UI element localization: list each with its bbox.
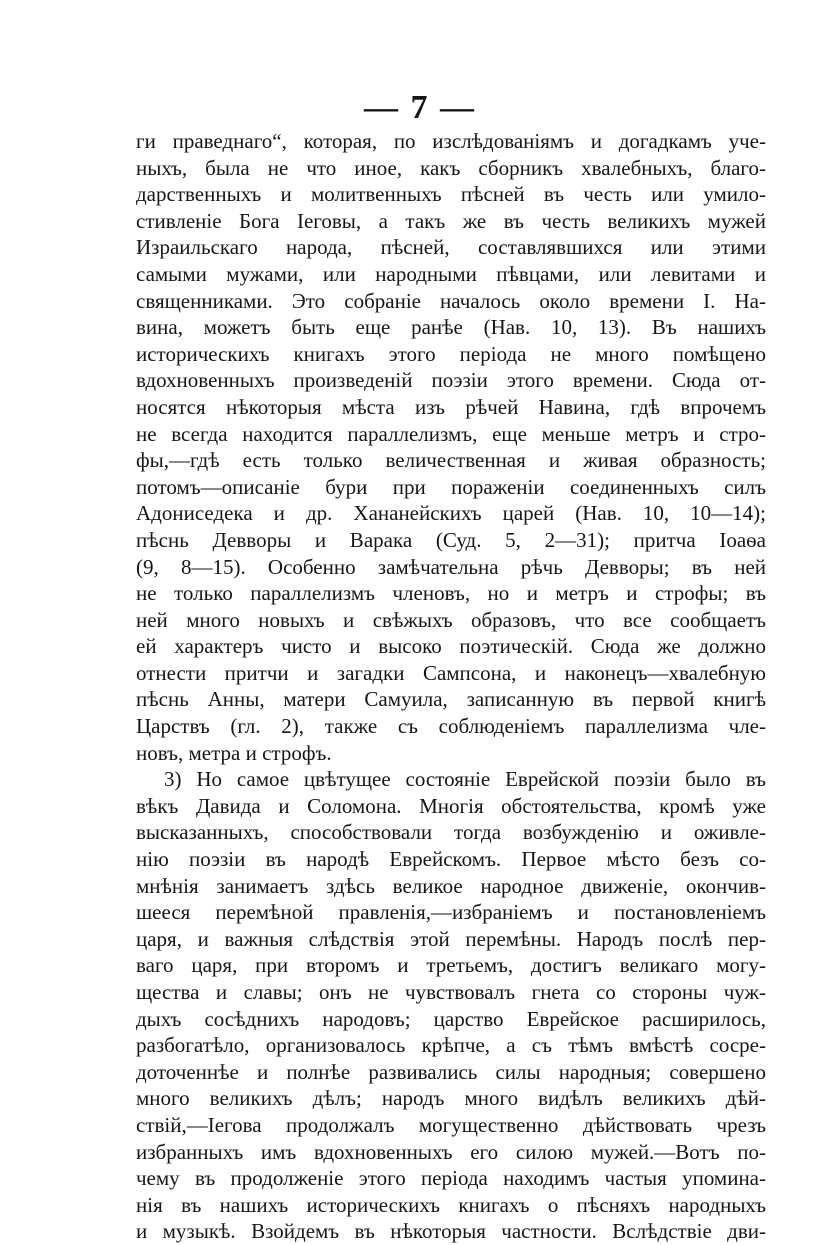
text-line: ей характеръ чисто и высоко поэтическій. Сюда же должно	[136, 634, 766, 659]
paragraph	[136, 766, 766, 1245]
text-line: доточеннѣе и полнѣе развивались силы народныя; совершено	[136, 1059, 766, 1084]
text-line: (9, 8—15). Особенно замѣчательна рѣчь Девворы; въ ней	[136, 554, 766, 579]
text-line: разбогатѣло, организовалось крѣпче, а съ тѣмъ вмѣстѣ сосре-	[136, 1033, 766, 1058]
text-line: чему въ продолженіе этого періода находимъ частыя упомина-	[136, 1166, 766, 1191]
paragraph	[136, 128, 766, 766]
text-line: вдохновенныхъ произведеній поэзіи этого времени. Сюда от-	[136, 368, 766, 393]
text-line: высказанныхъ, способствовали тогда возбужденію и оживле-	[136, 820, 766, 845]
text-line: нія въ нашихъ историческихъ книгахъ о пѣсняхъ народныхъ	[136, 1192, 766, 1217]
text-line: щества и славы; онъ не чувствовалъ гнета со стороны чуж-	[136, 980, 766, 1004]
text-line: новъ, метра и строфъ.	[136, 740, 332, 765]
text-line: ствій,—Іегова продолжалъ могущественно дѣйствовать чрезъ	[136, 1112, 766, 1137]
text-line: самыми мужами, или народными пѣвцами, или левитами и	[136, 261, 766, 286]
text-line: дарственныхъ и молитвенныхъ пѣсней въ честь или умило-	[136, 182, 766, 207]
text-line: Адониседека и др. Хананейскихъ царей (Нав. 10, 10—14);	[136, 501, 766, 526]
body-text	[136, 128, 766, 1245]
text-line: шееся перемѣной правленія,—избраніемъ и постановленіемъ	[136, 900, 766, 925]
text-line: мнѣнія занимаетъ здѣсь великое народное движеніе, окончив-	[136, 873, 766, 898]
text-line: священниками. Это собраніе началось около времени І. На-	[136, 288, 766, 313]
text-line: Израильскаго народа, пѣсней, составлявшихся или этими	[136, 235, 766, 260]
text-line: нію поэзіи въ народѣ Еврейскомъ. Первое мѣсто безъ со-	[136, 847, 766, 872]
text-line: стивленіе Бога Іеговы, а такъ же въ честь великихъ мужей	[136, 208, 766, 233]
text-line: ваго царя, при второмъ и третьемъ, достигъ великаго могу-	[136, 953, 766, 978]
text-line: не всегда находится параллелизмъ, еще меньше метръ и стро-	[136, 421, 766, 446]
text-line: ней много новыхъ и свѣжыхъ образовъ, что все сообщаетъ	[136, 607, 766, 632]
text-line: избранныхъ имъ вдохновенныхъ его силою мужей.—Вотъ по-	[136, 1139, 766, 1164]
text-line: вѣкъ Давида и Соломона. Многія обстоятельства, кромѣ уже	[136, 793, 766, 818]
text-line: фы,—гдѣ есть только величественная и живая образность;	[136, 448, 766, 473]
text-line: 3) Но самое цвѣтущее состояніе Еврейской поэзіи было въ	[164, 767, 766, 792]
page-number: — 7 —	[364, 89, 476, 126]
text-line: царя, и важныя слѣдствія этой перемѣны. Народъ послѣ пер-	[136, 926, 766, 951]
text-line: не только параллелизмъ членовъ, но и метръ и строфы; въ	[136, 581, 766, 606]
text-line: вина, можетъ быть еще ранѣе (Нав. 10, 13). Въ нашихъ	[136, 315, 766, 340]
text-line: отнести притчи и загадки Сампсона, и наконецъ—хвалебную	[136, 660, 766, 685]
text-line: пѣснь Девворы и Варака (Суд. 5, 2—31); притча Іоаѳа	[136, 527, 766, 552]
text-line: потомъ—описаніе бури при пораженіи соединенныхъ силъ	[136, 474, 766, 499]
text-line: историческихъ книгахъ этого періода не много помѣщено	[136, 341, 766, 366]
text-line: Царствъ (гл. 2), также съ соблюденіемъ параллелизма чле-	[136, 714, 766, 739]
text-line: дыхъ сосѣднихъ народовъ; царство Еврейское расширилось,	[136, 1006, 766, 1031]
text-line: ги праведнаго“, которая, по изслѣдованіямъ и догадкамъ уче-	[136, 129, 766, 153]
text-line: много великихъ дѣлъ; народъ много видѣлъ великихъ дѣй-	[136, 1086, 766, 1111]
text-line: пѣснь Анны, матери Самуила, записанную въ первой книгѣ	[136, 687, 766, 712]
text-line: и музыкѣ. Взойдемъ въ нѣкоторыя частности. Вслѣдствіе дви-	[136, 1219, 766, 1244]
text-line: ныхъ, была не что иное, какъ сборникъ хвалебныхъ, благо-	[136, 155, 766, 180]
text-line: носятся нѣкоторыя мѣста изъ рѣчей Навина, гдѣ впрочемъ	[136, 394, 766, 419]
